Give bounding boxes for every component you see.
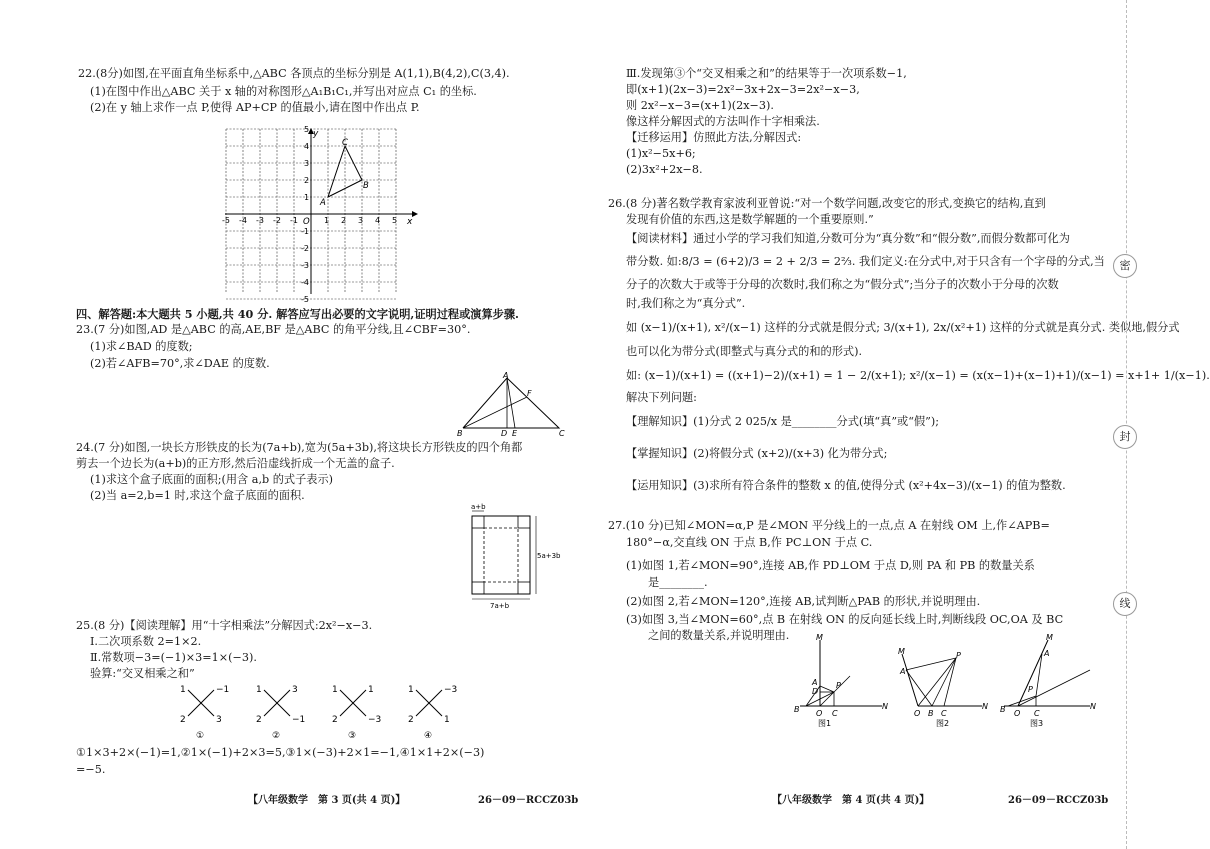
box-side-label: 5a+3b <box>537 552 561 560</box>
point-C: C <box>342 138 348 148</box>
q27-line7: 之间的数量关系,并说明理由. <box>648 629 790 642</box>
y-tick-label: 3 <box>304 159 310 168</box>
svg-text:O: O <box>914 709 921 718</box>
q26-line6: 时,我们称之为“真分式”. <box>626 297 746 310</box>
binding-mark-xian: 线 <box>1113 592 1137 616</box>
page-4 <box>600 0 1210 849</box>
x-axis-label: x <box>407 217 413 227</box>
q24-line3: (1)求这个盒子底面的面积;(用含 a,b 的式子表示) <box>90 473 334 486</box>
q25-line2: Ⅰ.二次项系数 2=1×2. <box>90 635 202 648</box>
footer-page-4: 【八年级数学 第 4 页(共 4 页)】 <box>772 795 930 806</box>
svg-text:1: 1 <box>368 685 374 695</box>
x-tick-label: -2 <box>273 216 281 225</box>
q27-figures <box>790 630 1100 730</box>
svg-text:N: N <box>882 702 888 711</box>
q24-line4: (2)当 a=2,b=1 时,求这个盒子底面的面积. <box>90 489 305 502</box>
svg-text:B: B <box>794 705 800 714</box>
q23-line1: 23.(7 分)如图,AD 是△ABC 的高,AE,BF 是△ABC 的角平分线,且∠CBF=30°. <box>76 323 471 336</box>
x-tick-label: 3 <box>358 216 364 225</box>
fig2-caption: 图2 <box>936 719 950 728</box>
y-tick-label: -5 <box>301 295 309 304</box>
svg-text:−1: −1 <box>292 715 306 725</box>
svg-text:A: A <box>1044 649 1050 658</box>
binding-mark-feng: 封 <box>1113 425 1137 449</box>
q25-line5: ①1×3+2×(−1)=1,②1×(−1)+2×3=5,③1×(−3)+2×1=−1,④1×1+2×(−3) <box>76 746 485 759</box>
q24-line1: 24.(7 分)如图,一块长方形铁皮的长为(7a+b),宽为(5a+3b),将这块长方形铁皮的四个角都 <box>76 441 523 454</box>
svg-text:2: 2 <box>256 715 262 725</box>
svg-text:2: 2 <box>408 715 414 725</box>
y-tick-label: 4 <box>304 142 310 151</box>
q27-line6: (3)如图 3,当∠MON=60°,点 B 在射线 ON 的反向延长线上时,判断线段 OC,OA 及 BC <box>626 613 1064 626</box>
svg-text:2: 2 <box>180 715 186 725</box>
svg-text:3: 3 <box>292 685 298 695</box>
tri-D: D <box>501 429 508 438</box>
y-tick-label: -1 <box>301 227 309 236</box>
origin-label: O <box>303 217 310 227</box>
x-tick-label: -3 <box>256 216 264 225</box>
q22-line2: (1)在图中作出△ABC 关于 x 轴的对称图形△A₁B₁C₁,并写出对应点 C₁ 的坐标. <box>90 85 477 98</box>
svg-text:O: O <box>816 709 823 718</box>
y-tick-label: 5 <box>304 125 310 134</box>
q25b-line7: (2)3x²+2x−8. <box>626 163 703 176</box>
svg-text:1: 1 <box>180 685 186 695</box>
q25-line4: 验算:“交叉相乘之和” <box>90 667 195 680</box>
q27-line1: 27.(10 分)已知∠MON=α,P 是∠MON 平分线上的一点,点 A 在射线 OM 上,作∠APB= <box>608 519 1050 532</box>
box-bottom-label: 7a+b <box>490 602 510 610</box>
x-tick-label: 2 <box>341 216 347 225</box>
svg-text:D: D <box>812 687 819 696</box>
q27-line2: 180°−α,交直线 ON 于点 B,作 PC⊥ON 于点 C. <box>626 536 873 549</box>
figure-1 <box>794 633 888 728</box>
tri-A: A <box>503 371 509 380</box>
tri-B: B <box>457 429 463 438</box>
svg-text:O: O <box>1014 709 1021 718</box>
q26-line1: 26.(8 分)著名数学教育家波利亚曾说:“对一个数学问题,改变它的形式,变换它的结构,直到 <box>608 197 1046 210</box>
svg-text:M: M <box>898 647 905 656</box>
svg-text:1: 1 <box>444 715 450 725</box>
svg-text:A: A <box>900 667 906 676</box>
y-tick-label: -3 <box>301 261 309 270</box>
cross-diagram <box>180 685 229 741</box>
figure-2 <box>898 647 988 728</box>
q23-line2: (1)求∠BAD 的度数; <box>90 340 193 353</box>
q26-line12: 【掌握知识】(2)将假分式 (x+2)/(x+3) 化为带分式; <box>626 447 888 460</box>
page-3 <box>0 0 590 849</box>
code-page-4: 26－09－RCCZ03b <box>1008 795 1109 806</box>
point-A: A <box>320 198 326 208</box>
svg-text:③: ③ <box>348 731 357 741</box>
tri-C: C <box>559 429 565 438</box>
svg-text:N: N <box>1090 702 1096 711</box>
cross-diagram <box>256 685 305 741</box>
section-4-heading: 四、解答题:本大题共 5 小题,共 40 分. 解答应写出必要的文字说明,证明过程或演算步骤. <box>76 307 519 321</box>
tri-F: F <box>527 389 532 398</box>
y-tick-label: -4 <box>301 278 309 287</box>
y-axis-label: y <box>313 129 319 139</box>
q26-line10: 解决下列问题: <box>626 391 697 404</box>
q22-line3: (2)在 y 轴上求作一点 P,使得 AP+CP 的值最小,请在图中作出点 P. <box>90 101 420 114</box>
svg-text:C: C <box>832 709 838 718</box>
svg-text:−1: −1 <box>216 685 230 695</box>
svg-text:−3: −3 <box>444 685 458 695</box>
box-top-label: a+b <box>471 503 486 511</box>
q25b-line1: Ⅲ.发现第③个“交叉相乘之和”的结果等于一次项系数−1, <box>626 67 907 80</box>
q26-line11: 【理解知识】(1)分式 2 025/x 是________分式(填“真”或“假”); <box>626 415 940 428</box>
svg-text:M: M <box>1046 633 1053 642</box>
y-tick-label: -2 <box>301 244 309 253</box>
svg-text:N: N <box>982 702 988 711</box>
q27-line4: 是________. <box>648 576 708 589</box>
q25-line1: 25.(8 分)【阅读理解】用“十字相乘法”分解因式:2x²−x−3. <box>76 619 373 632</box>
fig1-caption: 图1 <box>818 719 832 728</box>
q25b-line5: 【迁移运用】仿照此方法,分解因式: <box>626 131 802 144</box>
svg-text:−3: −3 <box>368 715 382 725</box>
svg-text:④: ④ <box>424 731 433 741</box>
q25b-line6: (1)x²−5x+6; <box>626 147 696 160</box>
svg-text:3: 3 <box>216 715 222 725</box>
point-B: B <box>363 181 369 191</box>
svg-text:P: P <box>836 681 841 690</box>
q26-line13: 【运用知识】(3)求所有符合条件的整数 x 的值,使得分式 (x²+4x−3)/(x−1) 的值为整数. <box>626 479 1066 492</box>
y-tick-label: 2 <box>304 176 310 185</box>
svg-text:P: P <box>1028 685 1033 694</box>
svg-text:1: 1 <box>332 685 338 695</box>
svg-text:C: C <box>941 709 947 718</box>
x-tick-label: 1 <box>324 216 330 225</box>
tri-E: E <box>512 429 518 438</box>
x-tick-label: -1 <box>290 216 298 225</box>
q25b-line2: 即(x+1)(2x−3)=2x²−3x+2x−3=2x²−x−3, <box>626 83 860 96</box>
fig3-caption: 图3 <box>1030 719 1044 728</box>
q23-triangle-figure <box>455 372 570 438</box>
x-tick-label: 5 <box>392 216 398 225</box>
q26-line8: 也可以化为带分式(即整式与真分式的和的形式). <box>626 345 863 358</box>
cross-diagram <box>332 685 381 741</box>
q22-line1: 22.(8分)如图,在平面直角坐标系中,△ABC 各顶点的坐标分别是 A(1,1),B(4,2),C(3,4). <box>78 67 510 80</box>
q25b-line4: 像这样分解因式的方法叫作十字相乘法. <box>626 115 820 128</box>
x-tick-label: -5 <box>222 216 230 225</box>
svg-text:1: 1 <box>256 685 262 695</box>
q25-line3: Ⅱ.常数项−3=(−1)×3=1×(−3). <box>90 651 257 664</box>
q26-line4: 带分数. 如:8/3 = (6+2)/3 = 2 + 2/3 = 2⅔. 我们定义:在分式中,对于只含有一个字母的分式,当 <box>626 255 1105 268</box>
y-tick-label: 1 <box>304 193 310 202</box>
svg-text:C: C <box>1034 709 1040 718</box>
q26-line2: 发现有价值的东西,这是数学解题的一个重要原则.” <box>626 213 874 226</box>
cross-diagram <box>408 685 457 741</box>
q26-line3: 【阅读材料】通过小学的学习我们知道,分数可分为“真分数”和“假分数”,而假分数都可化为 <box>626 232 1070 245</box>
x-tick-label: -4 <box>239 216 247 225</box>
svg-text:A: A <box>812 678 818 687</box>
x-tick-label: 4 <box>375 216 381 225</box>
code-page-3: 26－09－RCCZ03b <box>478 795 579 806</box>
svg-text:①: ① <box>196 731 205 741</box>
q24-line2: 剪去一个边长为(a+b)的正方形,然后沿虚线折成一个无盖的盒子. <box>76 457 395 470</box>
svg-text:B: B <box>1000 705 1006 714</box>
footer-page-3: 【八年级数学 第 3 页(共 4 页)】 <box>248 795 406 806</box>
q26-line9: 如: (x−1)/(x+1) = ((x+1)−2)/(x+1) = 1 − 2/(x+1); x²/(x−1) = (x(x−1)+(x−1)+1)/(x−1) = x+1+ 1/(x−1). <box>626 369 1210 382</box>
q25-line6: =−5. <box>76 763 106 776</box>
figure-3 <box>1000 633 1096 728</box>
svg-text:M: M <box>816 633 823 642</box>
q26-line5: 分子的次数大于或等于分母的次数时,我们称之为“假分式”;当分子的次数小于分母的次数 <box>626 278 1059 291</box>
q27-line3: (1)如图 1,若∠MON=90°,连接 AB,作 PD⊥OM 于点 D,则 PA 和 PB 的数量关系 <box>626 559 1035 572</box>
binding-mark-mi: 密 <box>1113 254 1137 278</box>
svg-text:P: P <box>956 651 961 660</box>
svg-text:②: ② <box>272 731 281 741</box>
svg-text:2: 2 <box>332 715 338 725</box>
cross-multiplication-diagrams <box>170 682 470 742</box>
q27-line5: (2)如图 2,若∠MON=120°,连接 AB,试判断△PAB 的形状,并说明理由. <box>626 595 981 608</box>
q26-line7: 如 (x−1)/(x+1), x²/(x−1) 这样的分式就是假分式; 3/(x+1), 2x/(x²+1) 这样的分式就是真分式. 类似地,假分式 <box>626 321 1180 334</box>
q23-line3: (2)若∠AFB=70°,求∠DAE 的度数. <box>90 357 270 370</box>
svg-text:B: B <box>928 709 934 718</box>
q25b-line3: 则 2x²−x−3=(x+1)(2x−3). <box>626 99 774 112</box>
coordinate-grid <box>220 125 420 304</box>
q24-box-figure <box>462 502 574 610</box>
svg-text:1: 1 <box>408 685 414 695</box>
